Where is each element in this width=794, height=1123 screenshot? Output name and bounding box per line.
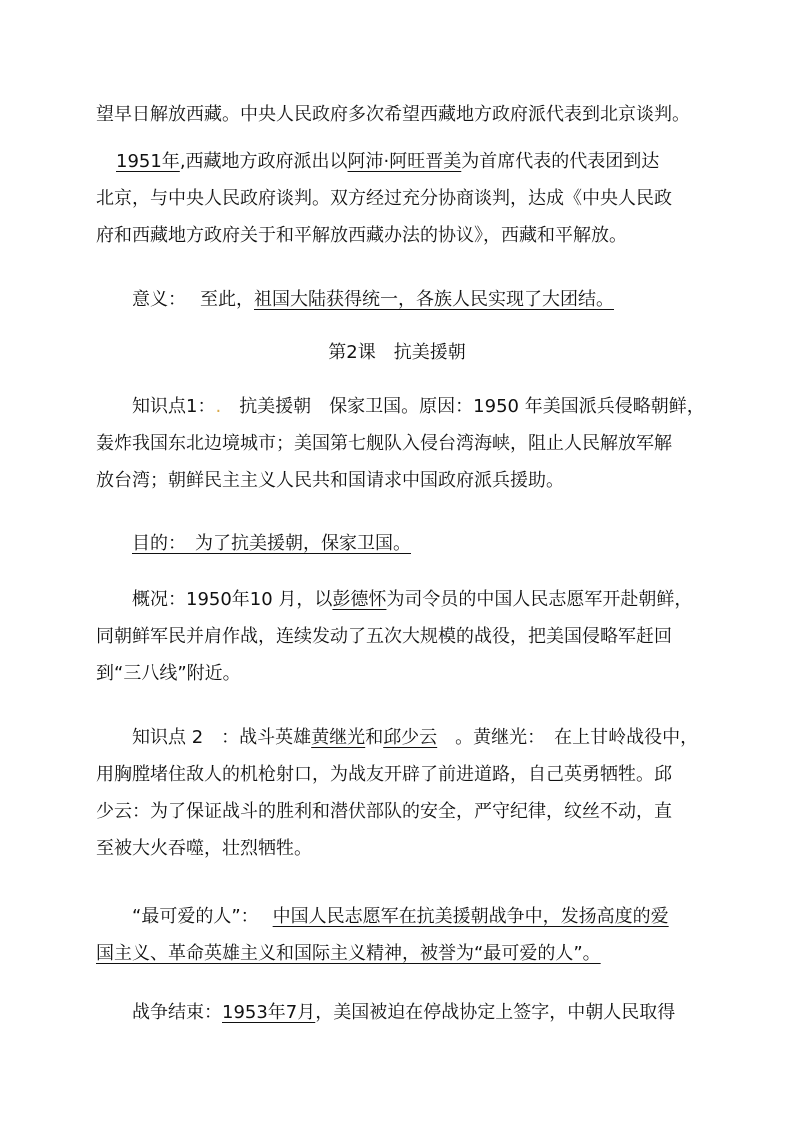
paragraph-loveliest-people [96,898,708,972]
text-fragment: 。黄继光： 在上甘岭战役中， [437,727,699,748]
hero-huang-jiguang: 黄继光 [311,727,366,748]
text-line: 北京，与中央人民政府谈判。双方经过充分协商谈判，达成《中央人民政 [96,188,672,209]
war-end-label: 战争结束： [132,1002,222,1023]
text-line: 府和西藏地方政府关于和平解放西藏办法的协议》，西藏和平解放。 [96,225,627,246]
text-fragment: 概况：1950年10 月，以 [132,589,333,610]
text-fragment: ,西藏地方政府派出以 [179,151,348,172]
text-line: 同朝鲜军民并肩作战，连续发动了五次大规模的战役，把美国侵略军赶回 [96,626,672,647]
paragraph-purpose [96,525,708,562]
paragraph-significance [96,281,708,318]
text-fragment: 和 [365,727,384,748]
text-line [96,581,708,618]
text-fragment: ，美国被迫在停战协定上签字，中朝人民取得 [315,1002,676,1023]
loveliest-label: “最可爱的人”： [132,906,259,927]
significance-label: 意义： [132,289,186,310]
person-ngapoi: 阿沛·阿旺晋美 [347,151,462,172]
text-fragment: 抗美援朝 保家卫国。原因：1950 年美国派兵侵略朝鲜， [239,396,705,417]
point1-dot: . [215,396,222,417]
text-fragment: 至此， [200,289,254,310]
text-fragment: 为首席代表的代表团到达 [461,151,660,172]
text-line [96,388,708,425]
person-peng-dehuai: 彭德怀 [332,589,387,610]
significance-text: 祖国大陆获得统一，各族人民实现了大团结。 [254,289,614,310]
text-line [96,935,708,972]
point1-label: 知识点1： [132,396,216,417]
text-line: 望早日解放西藏。中央人民政府多次希望西藏地方政府派代表到北京谈判。 [96,104,690,125]
text-line [96,525,708,562]
text-line: 少云：为了保证战斗的胜利和潜伏部队的安全，严守纪律，纹丝不动，直 [96,801,672,822]
text-line: 用胸膛堵住敌人的机枪射口，为战友开辟了前进道路，自己英勇牺牲。邱 [96,764,672,785]
paragraph-tibet-negotiation [96,143,708,254]
text-line: 放台湾；朝鲜民主主义人民共和国请求中国政府派兵援助。 [96,470,564,491]
text-line: 至被大火吞噬，壮烈牺牲。 [96,838,312,859]
text-line [96,719,708,756]
text-line: 到“三八线”附近。 [96,663,241,684]
text-line [96,994,708,1031]
loveliest-text: 中国人民志愿军在抗美援朝战争中，发扬高度的爱 [272,906,669,927]
paragraph-point-1 [96,388,708,499]
paragraph-overview [96,581,708,692]
paragraph-war-end [96,994,708,1031]
text-line: 轰炸我国东北边境城市；美国第七舰队入侵台湾海峡，阻止人民解放军解 [96,433,672,454]
paragraph-tibet-intro [96,96,708,133]
loveliest-text: 国主义、革命英雄主义和国际主义精神，被誉为“最可爱的人”。 [96,943,601,964]
text-line [96,281,708,318]
purpose-label: 目的： [132,533,177,554]
paragraph-point-2 [96,719,708,867]
year-1951: 1951年 [116,151,180,172]
text-fragment: 为司令员的中国人民志愿军开赴朝鲜， [386,589,693,610]
text-line [96,898,708,935]
purpose-text: 为了抗美援朝，保家卫国。 [195,533,411,554]
lesson-title: 第2课 抗美援朝 [328,342,466,363]
purpose-line [132,533,411,554]
hero-qiu-shaoyun: 邱少云 [383,727,438,748]
date-1953-july: 1953年7月 [222,1002,316,1023]
text-line [96,143,708,180]
point2-label: 知识点 2 ：战斗英雄 [132,727,312,748]
